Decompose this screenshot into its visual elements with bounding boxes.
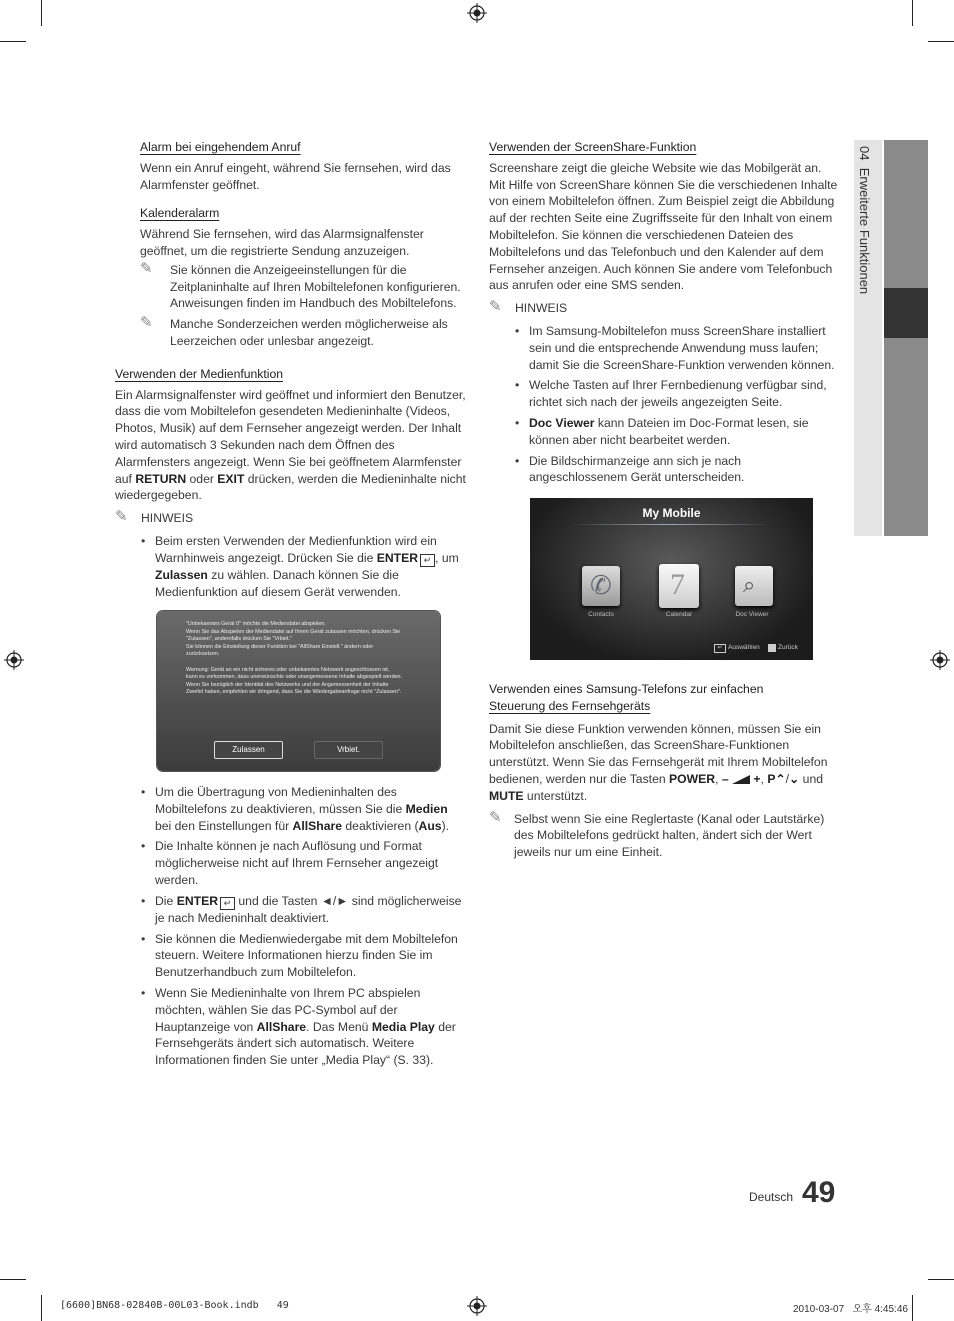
item-text: Im Samsung-Mobiltelefon muss ScreenShare installiert sein und die entsprechende Anwendung muss laufen; damit Sie die ScreenShare-Funktion verwenden können. (529, 323, 835, 372)
aus-label: Aus (418, 818, 442, 833)
allow-button[interactable]: Zulassen (214, 741, 283, 759)
media-text (115, 387, 467, 505)
alarm-text: Wenn ein Anruf eingeht, während Sie fernsehen, wird das Alarmfenster geöffnet. (140, 160, 451, 192)
note-text: Manche Sonderzeichen werden möglicherweise als Leerzeichen oder unlesbar angezeigt. (170, 317, 448, 348)
list-item (155, 784, 467, 834)
note-pen-icon: ✎ (140, 314, 153, 332)
footer-language: Deutsch (749, 1190, 794, 1204)
contacts-label: Contacts (588, 611, 614, 618)
item-text: ). (441, 818, 450, 833)
back-hint: Zurück (778, 644, 798, 651)
right-column (489, 139, 839, 490)
registration-mark-icon (930, 650, 950, 670)
left-column-continued (115, 784, 467, 1073)
item-text: deaktivieren ( (342, 818, 419, 833)
volume-down-key: – (721, 771, 729, 786)
calendar-text: Während Sie fernsehen, wird das Alarmsignalfenster geöffnet, um die registrierte Sendung anzuzeigen. (140, 227, 424, 258)
enter-icon: ↵ (420, 554, 435, 567)
left-column (115, 139, 467, 604)
enter-key: ENTER (176, 893, 218, 908)
note (140, 259, 467, 312)
page-number: 49 (802, 1176, 836, 1209)
text-part: , (760, 771, 768, 786)
list-item (529, 453, 839, 487)
crop-mark (0, 41, 26, 42)
item-text: Die (155, 893, 177, 908)
power-key: POWER (669, 771, 716, 786)
media-text-part: drücken, werden die Medieninhalte nicht wiedergegeben. (115, 471, 466, 503)
item-text: bei den Einstellungen für (155, 818, 293, 833)
crop-mark (41, 1295, 42, 1321)
item-text: . Das Menü (306, 1019, 372, 1034)
title-glow (570, 524, 770, 525)
note-pen-icon: ✎ (489, 808, 502, 826)
media-play-label: Media Play (371, 1019, 435, 1034)
item-text: Sie können die Medienwiedergabe mit dem Mobiltelefon steuern. Weitere Informationen hierzu finden Sie im Benutzerhandbuch zum Mobiltelefon. (155, 931, 458, 980)
phone-icon: ✆ (590, 570, 612, 600)
alarm-heading: Alarm bei eingehendem Anruf (140, 140, 301, 154)
item-text: Die Bildschirmanzeige ann sich je nach angeschlossenem Gerät unterscheiden. (529, 453, 745, 485)
dialog-line: "Unbekanntes Gerät 0" möchte die Mediendatei abspielen. (186, 621, 326, 627)
screenshare-heading: Verwenden der ScreenShare-Funktion (489, 140, 697, 154)
list-item (529, 377, 839, 411)
dialog-line: Wenn Sie bezüglich der Identität des Netzwerks und der Angemessenheit der Inhalte (186, 681, 389, 688)
chapter-number: 04 (857, 146, 872, 161)
enter-key: ENTER (376, 550, 419, 565)
dialog-line: "Zulassen", andernfalls drücken Sie "Vrbiet." (186, 636, 292, 642)
text-part: , (715, 771, 722, 786)
note-text: Selbst wenn Sie eine Reglertaste (Kanal oder Lautstärke) des Mobiltelefons gedrückt halten, ändert sich der Wert jeweils nur um eine Einheit. (514, 811, 825, 860)
telephone-heading (489, 681, 839, 715)
select-key-icon: ↵ (714, 644, 726, 653)
volume-up-key: + (753, 771, 761, 786)
registration-mark-icon (467, 3, 487, 23)
media-text-part: Ein Alarmsignalfenster wird geöffnet und informiert den Benutzer, dass die vom Mobiltelefon gesendeten Medieninhalte (Videos, Photos, Musik) auf dem Fernseher angezeigt werden. Der Inhalt wird automatisch 3 Sekunden nach dem Öffnen des Alarmfensters angezeigt. Wenn Sie bei geöffnetem Alarmfenster auf (115, 387, 466, 486)
list-item (155, 985, 467, 1069)
screenshare-text: Screenshare zeigt die gleiche Website wie das Mobilgerät an. Mit Hilfe von ScreenShare können Sie die verschiedenen Inhalte von einem Mobiltelefon öffnen. Zum Beispiel zeigt die Abbildung auf der rechten Seite eine Zugriffsseite für den Inhalt von einem Mobiltelefon. Sie können die verschiedenen Dateien des Mobiltelefons und das Telefonbuch und den Kalender auf dem Fernseher anzeigen. Auch können Sie andere vom Telefonbuch aus anrufen oder eine SMS senden. (489, 160, 838, 293)
enter-icon: ↵ (220, 897, 235, 910)
crop-mark (928, 41, 954, 42)
note-pen-icon: ✎ (140, 259, 153, 277)
hinweis-header (489, 300, 839, 317)
return-key: RETURN (135, 471, 187, 486)
dialog-message (186, 621, 436, 697)
zulassen-label: Zulassen (155, 567, 208, 582)
note-text: Sie können die Anzeigeeinstellungen für die Zeitplaninhalte auf Ihren Mobiltelefonen konfigurieren. Anweisungen finden im Handbuch des Mobiltelefons. (170, 262, 461, 311)
deny-button[interactable]: Vrbiet. (314, 741, 383, 759)
list-item (155, 893, 467, 927)
item-text: Welche Tasten auf Ihrer Fernbedienung verfügbar sind, richtet sich nach der jeweils angezeigten Seite. (529, 378, 827, 410)
print-file-info: [6600]BN68-02840B-00L03-Book.indb 49 (60, 1300, 289, 1311)
hinweis-label: HINWEIS (515, 301, 568, 316)
doc-viewer-tile[interactable] (735, 566, 773, 606)
allshare-label: AllShare (292, 818, 342, 833)
item-text: kann Dateien im Doc-Format lesen, sie können aber nicht bearbeitet werden. (529, 415, 809, 447)
dialog-line: Zweifel haben, empfehlen wir dringend, dass Sie die Wiedergabeanfrage nicht "Zulassen". (186, 689, 402, 695)
text-part: und (799, 771, 824, 786)
chevron-up-icon: ⌃ (775, 771, 786, 786)
crop-mark (0, 1279, 26, 1280)
list-item (529, 415, 839, 449)
text-part: Damit Sie diese Funktion verwenden können, müssen Sie ein Mobiltelefon anschließen, das ScreenShare-Funktionen unterstützt. Wenn Sie das Fernsehgerät mit Ihrem Mobiltelefon bedienen, werden nur die Tasten (489, 721, 828, 786)
media-notes-list (115, 784, 467, 1069)
chevron-down-icon: ⌄ (789, 771, 800, 786)
exit-key: EXIT (217, 471, 245, 486)
note-pen-icon: ✎ (489, 298, 502, 316)
item-text: Die Inhalte können je nach Auflösung und Format möglicherweise nicht auf Ihrem Fernseher angezeigt werden. (155, 839, 439, 887)
dialog-line: Wenn Sie das Abspielen der Mediendatei auf Ihrem Gerät zulassen möchten, drücken Sie (186, 628, 401, 635)
mute-key: MUTE (489, 788, 524, 803)
select-hint: Auswählen (728, 644, 760, 651)
chapter-tab-bar-active (884, 288, 928, 338)
doc-viewer-label: Doc Viewer (735, 611, 769, 618)
item-text: Wenn Sie Medieninhalte von Ihrem PC abspielen möchten, wählen Sie das PC-Symbol auf der Hauptanzeige von (155, 985, 421, 1034)
media-notes-list (115, 533, 467, 600)
contacts-tile[interactable] (582, 566, 620, 606)
registration-mark-icon (467, 1296, 487, 1316)
dialog-line: zurücksetzen. (186, 651, 220, 657)
text-part: unterstützt. (523, 788, 588, 803)
doc-viewer-label: Doc Viewer (529, 415, 595, 430)
note-pen-icon: ✎ (115, 508, 128, 526)
telephone-text: Damit Sie diese Funktion verwenden können, müssen Sie ein Mobiltelefon anschließen, das ScreenShare-Funktionen unterstützt. Wenn Sie das Fernsehgerät mit Ihrem Mobiltelefon bedienen, werden nur die Tasten POWER, – +, P⌃/⌄ und MUTE unterstützt. (489, 721, 828, 803)
medien-label: Medien (405, 801, 448, 816)
telephone-heading-line1: Verwenden eines Samsung-Telefons zur einfachen (489, 682, 764, 696)
list-item (529, 323, 839, 373)
chapter-tab-bar (884, 140, 928, 288)
calendar-heading: Kalenderalarm (140, 206, 220, 221)
media-alarm-dialog (157, 611, 440, 771)
print-date: 2010-03-07 오후 4:45:46 (793, 1304, 908, 1315)
note (489, 808, 839, 861)
calendar-label: Calendar (665, 611, 693, 618)
magnifier-icon: ⌕ (743, 572, 756, 597)
registration-mark-icon (4, 650, 24, 670)
media-heading: Verwenden der Medienfunktion (115, 366, 284, 381)
channel-key: P (767, 771, 776, 786)
note (140, 316, 467, 350)
hinweis-header (115, 510, 467, 527)
chapter-title: Erweiterte Funktionen (857, 167, 872, 295)
right-column-continued (489, 681, 839, 861)
item-text: und die Tasten ◄/► sind möglicherweise je nach Medieninhalt deaktiviert. (155, 893, 462, 925)
crop-mark (912, 0, 913, 26)
item-text: zu wählen. Danach können Sie die Medienfunktion auf diesem Gerät verwenden. (155, 567, 401, 599)
list-item (155, 533, 467, 600)
list-item (155, 838, 467, 888)
dialog-line: kann es vorkommen, dass unerwünschte oder unangemessene Inhalte abgespielt werden. (186, 674, 403, 680)
dialog-line: Sie können die Einstellung dieser Funktion bei "AllShare Einstell." ändern oder (186, 643, 374, 650)
back-key-icon (768, 644, 776, 652)
item-text: Beim ersten Verwenden der Medienfunktion wird ein Warnhinweis angezeigt. Drücken Sie die (155, 533, 437, 565)
telephone-heading-line2: Steuerung des Fernsehgeräts (489, 698, 651, 713)
allshare-label: AllShare (256, 1019, 307, 1034)
crop-mark (912, 1295, 913, 1321)
list-item (155, 931, 467, 981)
my-mobile-screen (530, 498, 813, 660)
item-text: , um (435, 550, 459, 565)
crop-mark (928, 1279, 954, 1280)
item-text: Um die Übertragung von Medieninhalten des Mobiltelefons zu deaktivieren, müssen Sie die (155, 785, 406, 816)
hinweis-label: HINWEIS (141, 511, 194, 526)
chapter-label (857, 146, 872, 294)
screenshare-notes-list (489, 323, 839, 486)
calendar-icon: 7 (670, 568, 685, 601)
media-text-part: oder (186, 471, 218, 486)
item-text: der Fernsehgeräts ändert sich automatisch. Weitere Informationen finden Sie unter „Media Play“ (S. 33). (155, 1019, 456, 1068)
crop-mark (41, 0, 42, 26)
my-mobile-title: My Mobile (642, 506, 701, 520)
calendar-tile[interactable] (659, 564, 699, 608)
volume-icon (732, 775, 750, 784)
dialog-line: Warnung: Gerät an ein nicht sicheres oder unbekanntes Netzwerk angeschlossen ist, (186, 666, 390, 673)
chapter-tab-bar (884, 338, 928, 536)
